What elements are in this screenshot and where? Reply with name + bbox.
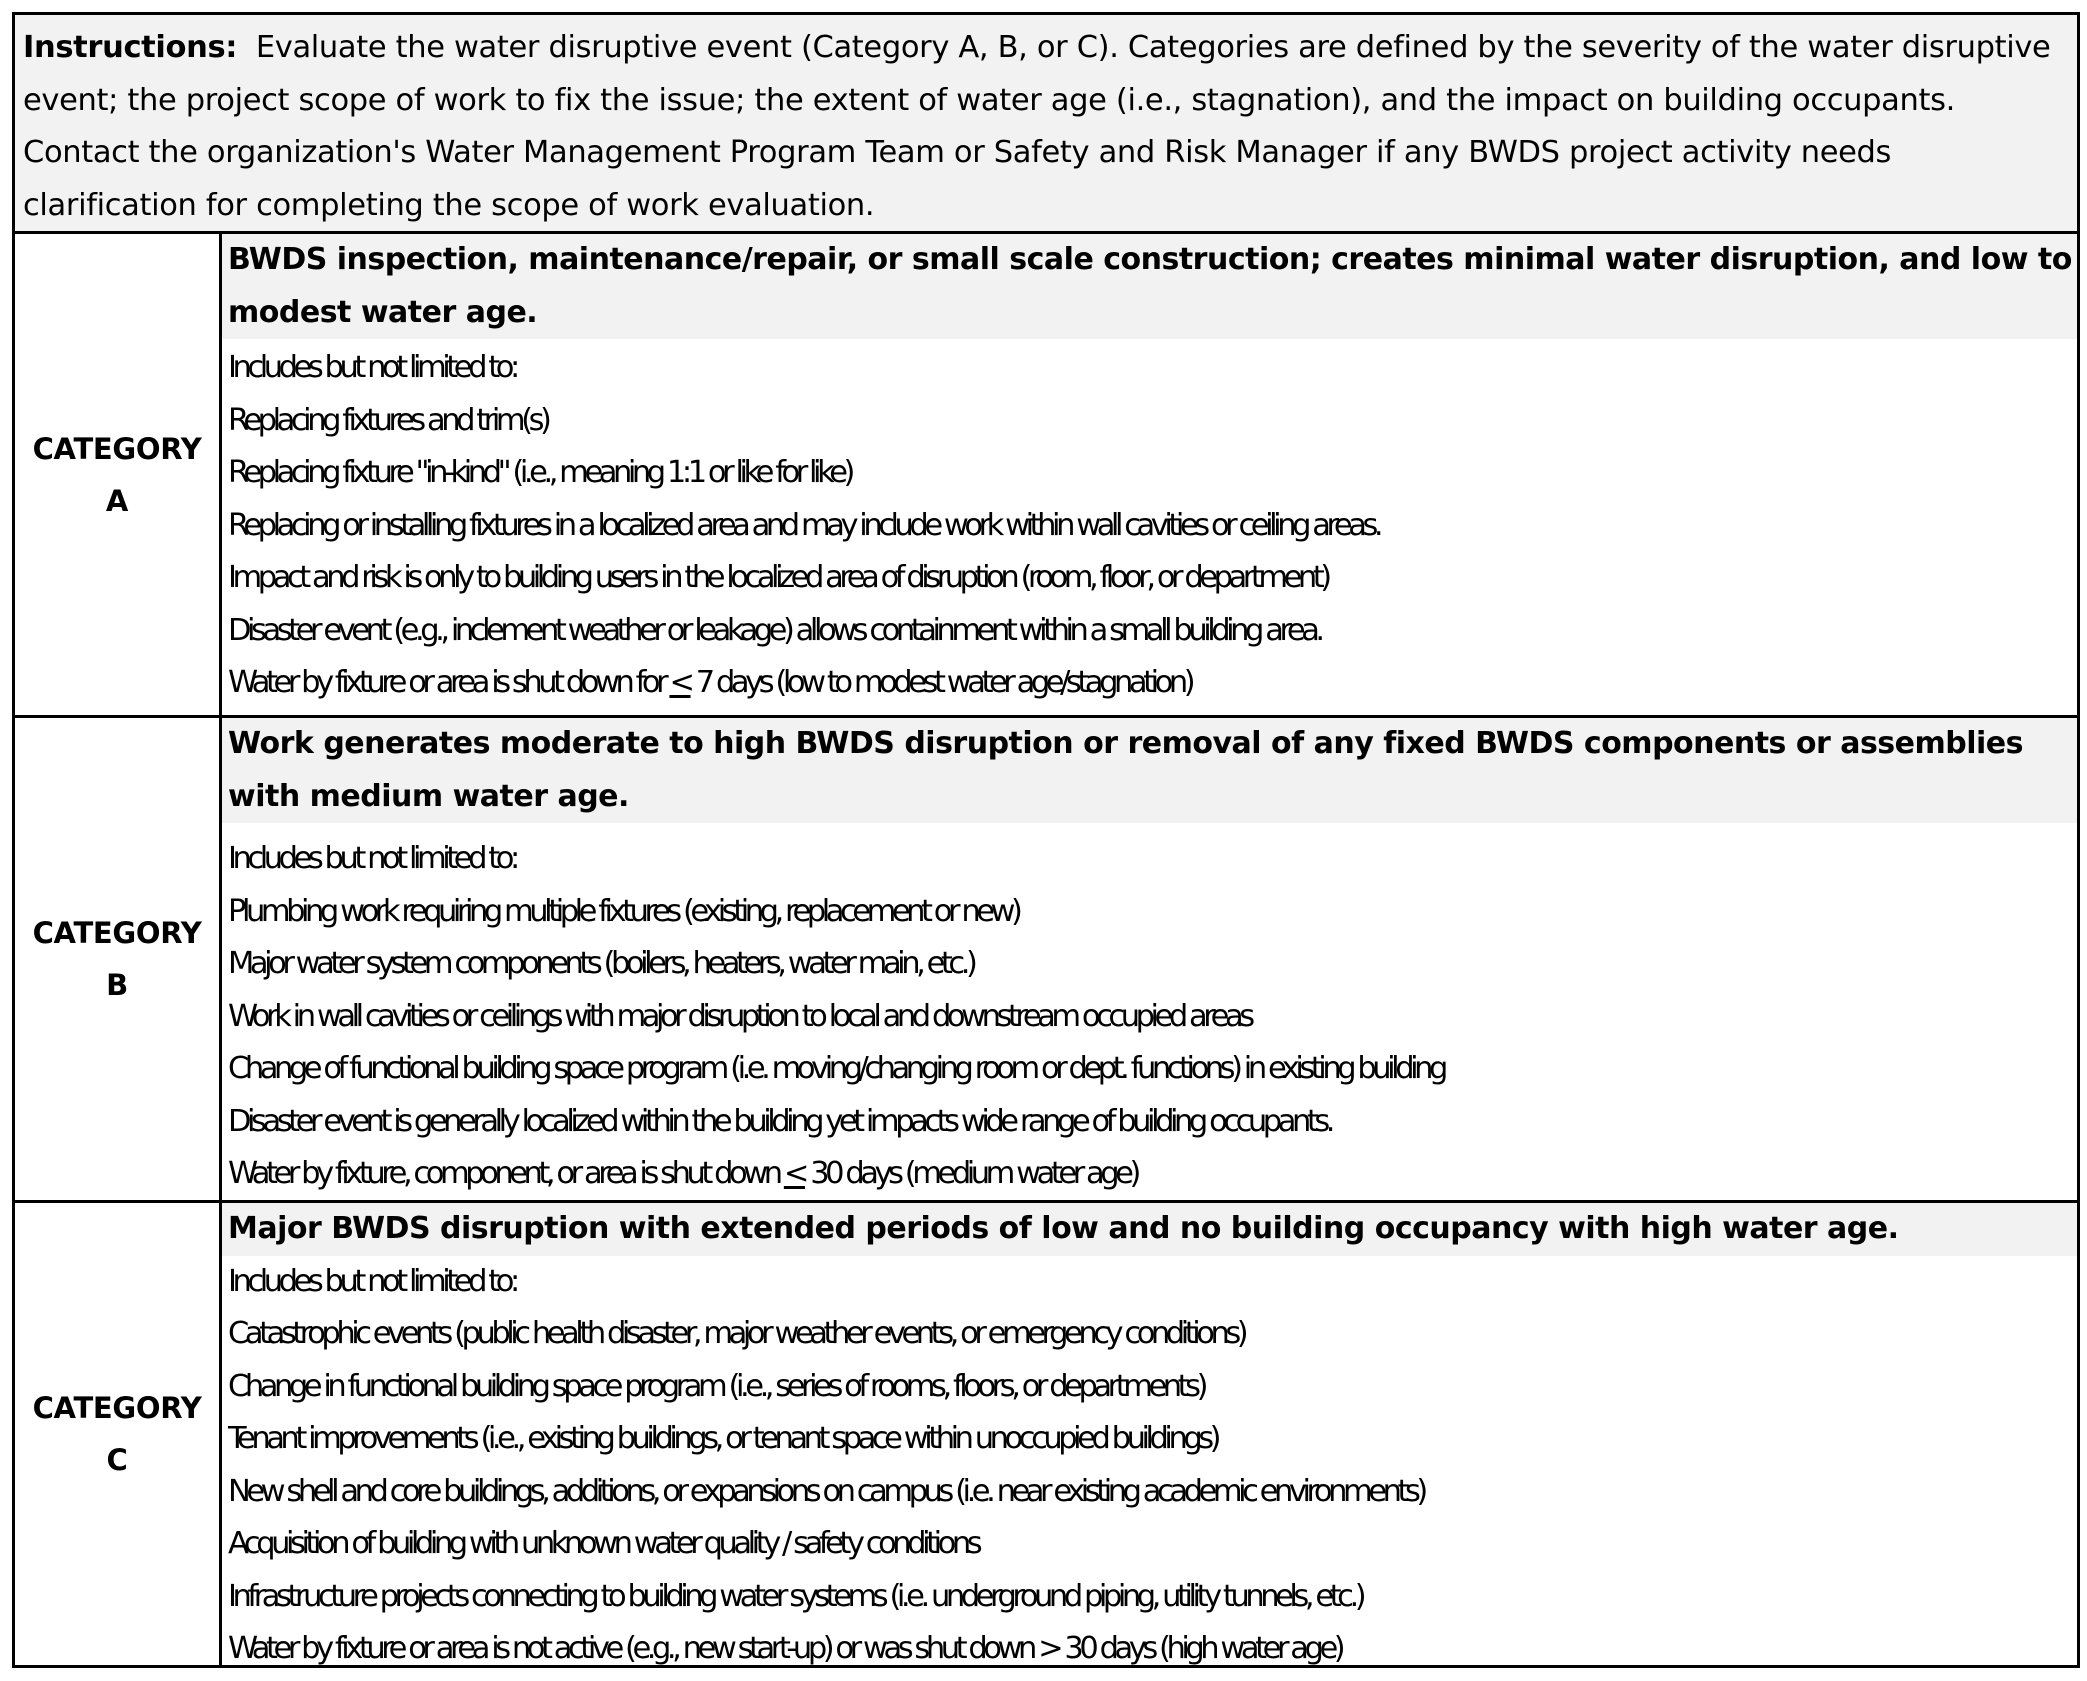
category-c-item: Includes but not limited to:	[228, 1263, 516, 1299]
category-b-item-shutdown	[228, 1148, 2077, 1201]
category-c-item: Change in functional building space program (i.e., series of rooms, floors, or departments)	[228, 1368, 1205, 1404]
category-c-item: Acquisition of building with unknown water quality / safety conditions	[228, 1526, 979, 1561]
less-equal-symbol: <	[783, 1156, 805, 1191]
category-c-label	[15, 1203, 222, 1665]
category-a-item: Disaster event (e.g., inclement weather or leakage) allows containment within a small building area.	[228, 612, 1321, 648]
category-evaluation-table	[12, 12, 2080, 1668]
category-b-item: Change of functional building space program (i.e. moving/changing room or dept. functions) in existing building	[228, 1051, 1444, 1086]
instructions-box	[15, 15, 2077, 231]
category-a-label	[15, 234, 222, 715]
category-c-heading: Major BWDS disruption with extended periods of low and no building occupancy with high water age.	[222, 1203, 2077, 1256]
category-c-item: Water by fixture or area is not active (e.g., new start-up) or was shut down > 30 days (high water age)	[228, 1631, 1342, 1666]
category-a-body	[222, 234, 2077, 715]
category-a-shutdown-duration: 7 days (low to modest water age/stagnation)	[690, 665, 1192, 700]
instructions-text: Evaluate the water disruptive event (Category A, B, or C). Categories are defined by the severity of the water disruptive event; the project scope of work to fix the issue; the extent of water age (i.e., stagnation), and the impact on building occupants. Contact the organization's Water Management Program Team or Safety and Risk Manager if any BWDS project activity needs clarification for completing the scope of work evaluation.	[23, 30, 2051, 223]
category-b-label-word: CATEGORY	[32, 916, 202, 950]
category-b-heading: Work generates moderate to high BWDS disruption or removal of any fixed BWDS components or assemblies with medium water age.	[222, 718, 2077, 823]
category-a-item: Replacing fixtures and trim(s)	[228, 402, 548, 438]
category-b-label	[15, 718, 222, 1200]
category-b-shutdown-text: Water by fixture, component, or area is shut down	[228, 1156, 784, 1191]
category-c-label-letter: C	[106, 1443, 128, 1477]
category-a-item: Includes but not limited to:	[228, 350, 516, 385]
category-b-shutdown-duration: 30 days (medium water age)	[804, 1156, 1137, 1191]
category-b-items	[222, 823, 2077, 1201]
category-c-item: New shell and core buildings, additions, or expansions on campus (i.e. near existing academic environments)	[228, 1473, 1424, 1509]
category-a-label-letter: A	[105, 483, 129, 518]
category-a-label-word: CATEGORY	[32, 431, 202, 466]
category-c-label-word: CATEGORY	[32, 1391, 202, 1425]
category-c-item: Catastrophic events (public health disaster, major weather events, or emergency conditions)	[228, 1316, 1245, 1351]
category-c-item: Tenant improvements (i.e., existing buildings, or tenant space within unoccupied buildings)	[228, 1421, 1218, 1456]
category-b-item: Includes but not limited to:	[228, 841, 516, 876]
category-a-item: Impact and risk is only to building users in the localized area of disruption (room, floor, or department)	[228, 560, 1328, 595]
category-a-shutdown-text: Water by fixture or area is shut down for	[228, 665, 670, 700]
category-a-section	[15, 231, 2077, 715]
less-equal-symbol: <	[669, 665, 691, 700]
category-b-item: Major water system components (boilers, heaters, water main, etc.)	[228, 946, 974, 981]
category-a-item-shutdown	[228, 657, 2077, 710]
category-b-item: Plumbing work requiring multiple fixtures (existing, replacement or new)	[228, 893, 1019, 929]
category-b-label-letter: B	[106, 968, 128, 1002]
category-c-section	[15, 1200, 2077, 1665]
category-c-items	[222, 1256, 2077, 1676]
category-b-item: Work in wall cavities or ceilings with major disruption to local and downstream occupied areas	[228, 998, 1251, 1034]
category-b-body	[222, 718, 2077, 1200]
category-a-item: Replacing or installing fixtures in a localized area and may include work within wall cavities or ceiling areas.	[228, 507, 1380, 543]
category-a-heading: BWDS inspection, maintenance/repair, or small scale construction; creates minimal water disruption, and low to modest water age.	[222, 234, 2077, 339]
category-a-item: Replacing fixture "in-kind" (i.e., meaning 1:1 or like for like)	[228, 455, 851, 490]
category-c-item: Infrastructure projects connecting to building water systems (i.e. underground piping, utility tunnels, etc.)	[228, 1578, 1363, 1614]
category-b-section	[15, 715, 2077, 1200]
category-a-items	[222, 339, 2077, 710]
category-c-body	[222, 1203, 2077, 1665]
category-b-item: Disaster event is generally localized within the building yet impacts wide range of building occupants.	[228, 1103, 1332, 1139]
instructions-lead: Instructions:	[23, 30, 238, 65]
